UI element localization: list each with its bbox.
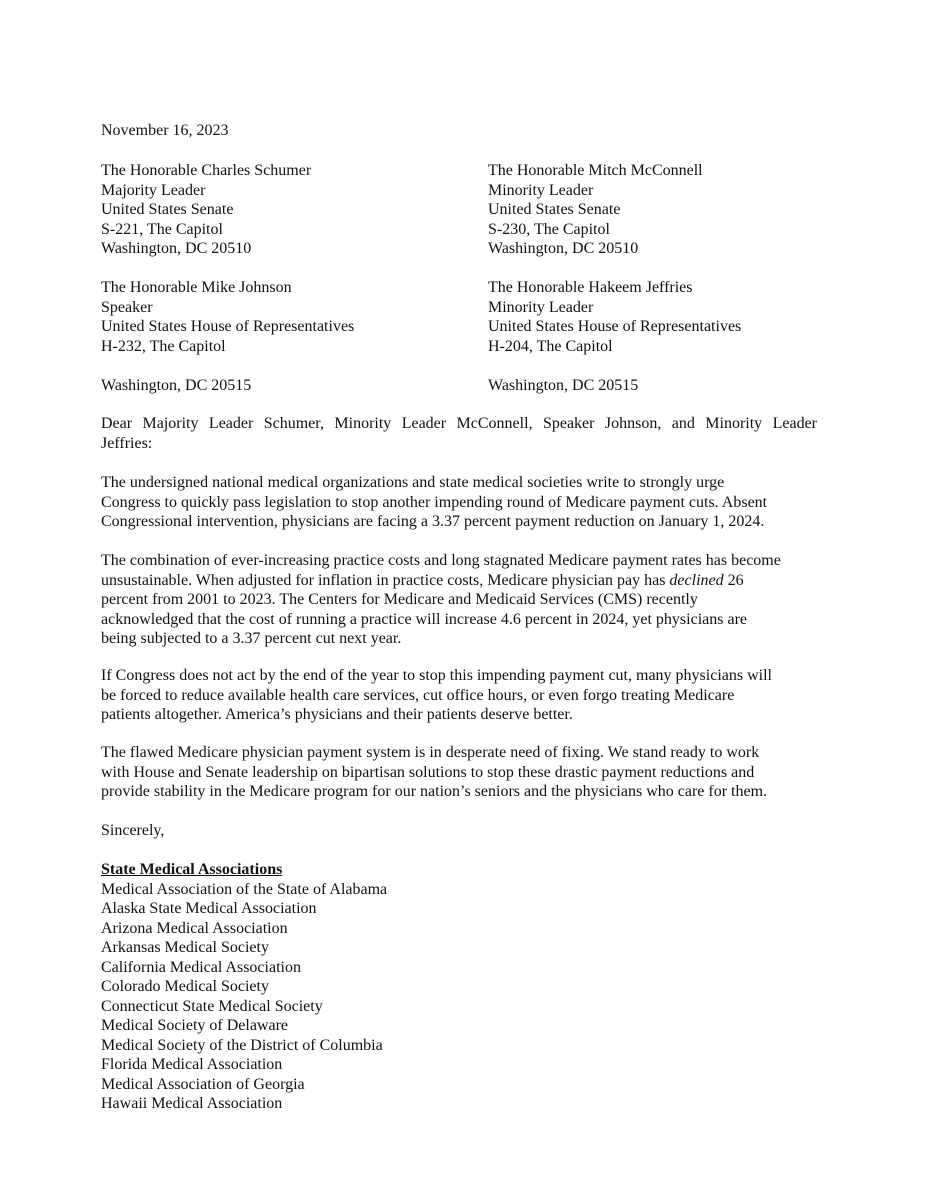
addressee-line: United States Senate	[101, 201, 234, 218]
paragraph-line: Congressional intervention, physicians are facing a 3.37 percent payment reduction on January 1, 2024.	[101, 513, 765, 530]
letter-date: November 16, 2023	[101, 122, 229, 139]
paragraph-line: with House and Senate leadership on bipartisan solutions to stop these drastic payment reductions and	[101, 763, 755, 781]
paragraph-line: percent from 2001 to 2023. The Centers for Medicare and Medicaid Services (CMS) recently	[101, 591, 698, 608]
paragraph-line: The undersigned national medical organizations and state medical societies write to strongly urge	[101, 474, 725, 491]
signatory-item: Medical Association of the State of Alabama	[101, 880, 388, 898]
body-paragraph-2	[101, 551, 817, 649]
paragraph-line	[101, 571, 817, 591]
paragraph-line: Congress to quickly pass legislation to stop another impending round of Medicare payment cuts. Absent	[101, 493, 768, 511]
paragraph-line: being subjected to a 3.37 percent cut next year.	[101, 630, 402, 647]
text-segment: 26	[723, 571, 744, 589]
closing: Sincerely,	[101, 822, 165, 839]
paragraph-line: be forced to reduce available health care services, cut office hours, or even forgo treating Medicare	[101, 686, 735, 704]
addressee-line: United States House of Representatives	[101, 318, 355, 335]
paragraph-line: patients altogether. America’s physicians and their patients deserve better.	[101, 706, 573, 723]
addressee-line: Washington, DC 20510	[101, 240, 252, 257]
body-paragraph-3	[101, 666, 817, 725]
addressee-line: Majority Leader	[101, 181, 206, 199]
addressee-line: Washington, DC 20510	[488, 240, 639, 257]
emphasis-text: declined	[669, 571, 724, 589]
addressee-line: S-230, The Capitol	[488, 220, 610, 238]
addressee-schumer	[101, 161, 311, 259]
addressee-line: Speaker	[101, 298, 153, 316]
paragraph-line: If Congress does not act by the end of the year to stop this impending payment cut, many physicians will	[101, 667, 772, 684]
addressee-line: H-204, The Capitol	[488, 337, 613, 355]
signatory-item: Connecticut State Medical Society	[101, 997, 323, 1015]
text-segment: unsustainable. When adjusted for inflation in practice costs, Medicare physician pay has	[101, 571, 670, 589]
addressee-mcconnell	[488, 161, 703, 259]
paragraph-line: provide stability in the Medicare program for our nation’s seniors and the physicians who care for them.	[101, 783, 768, 800]
addressee-line: H-232, The Capitol	[101, 337, 226, 355]
signatory-item: Medical Association of Georgia	[101, 1075, 305, 1093]
paragraph-line: acknowledged that the cost of running a practice will increase 4.6 percent in 2024, yet physicians are	[101, 610, 747, 628]
signatory-item: Arkansas Medical Society	[101, 939, 269, 956]
paragraph-line: The combination of ever-increasing practice costs and long stagnated Medicare payment rates has become	[101, 552, 781, 569]
addressee-line: The Honorable Mitch McConnell	[488, 162, 703, 179]
addressee-line: Washington, DC 20515	[101, 376, 252, 394]
paragraph-line: The flawed Medicare physician payment system is in desperate need of fixing. We stand ready to work	[101, 744, 760, 761]
body-paragraph-1	[101, 473, 817, 532]
addressee-line: The Honorable Mike Johnson	[101, 279, 292, 296]
body-paragraph-4	[101, 743, 817, 802]
addressee-line: Washington, DC 20515	[488, 376, 639, 394]
addressee-jeffries	[488, 278, 741, 395]
addressee-line: The Honorable Hakeem Jeffries	[488, 279, 693, 296]
signatories-list	[101, 860, 387, 1114]
signatory-item: Colorado Medical Society	[101, 978, 269, 995]
signatory-item: Medical Society of the District of Columbia	[101, 1036, 383, 1054]
salutation	[101, 414, 817, 453]
salutation-line: Jeffries:	[101, 434, 153, 452]
addressee-line: The Honorable Charles Schumer	[101, 162, 312, 179]
addressee-johnson	[101, 278, 354, 395]
signatory-item: California Medical Association	[101, 958, 301, 976]
salutation-line: Dear Majority Leader Schumer, Minority Leader McConnell, Speaker Johnson, and Minority Leader	[101, 415, 817, 432]
signatory-item: Medical Society of Delaware	[101, 1017, 289, 1034]
addressee-line: United States Senate	[488, 201, 621, 218]
addressee-line: S-221, The Capitol	[101, 220, 223, 238]
addressee-line: Minority Leader	[488, 298, 594, 316]
signatory-item: Florida Medical Association	[101, 1056, 283, 1073]
signatory-item: Hawaii Medical Association	[101, 1095, 283, 1112]
signatories-heading: State Medical Associations	[101, 861, 283, 878]
addressee-line: Minority Leader	[488, 181, 594, 199]
signatory-item: Alaska State Medical Association	[101, 900, 317, 917]
addressee-line: United States House of Representatives	[488, 318, 742, 335]
signatory-item: Arizona Medical Association	[101, 919, 288, 937]
